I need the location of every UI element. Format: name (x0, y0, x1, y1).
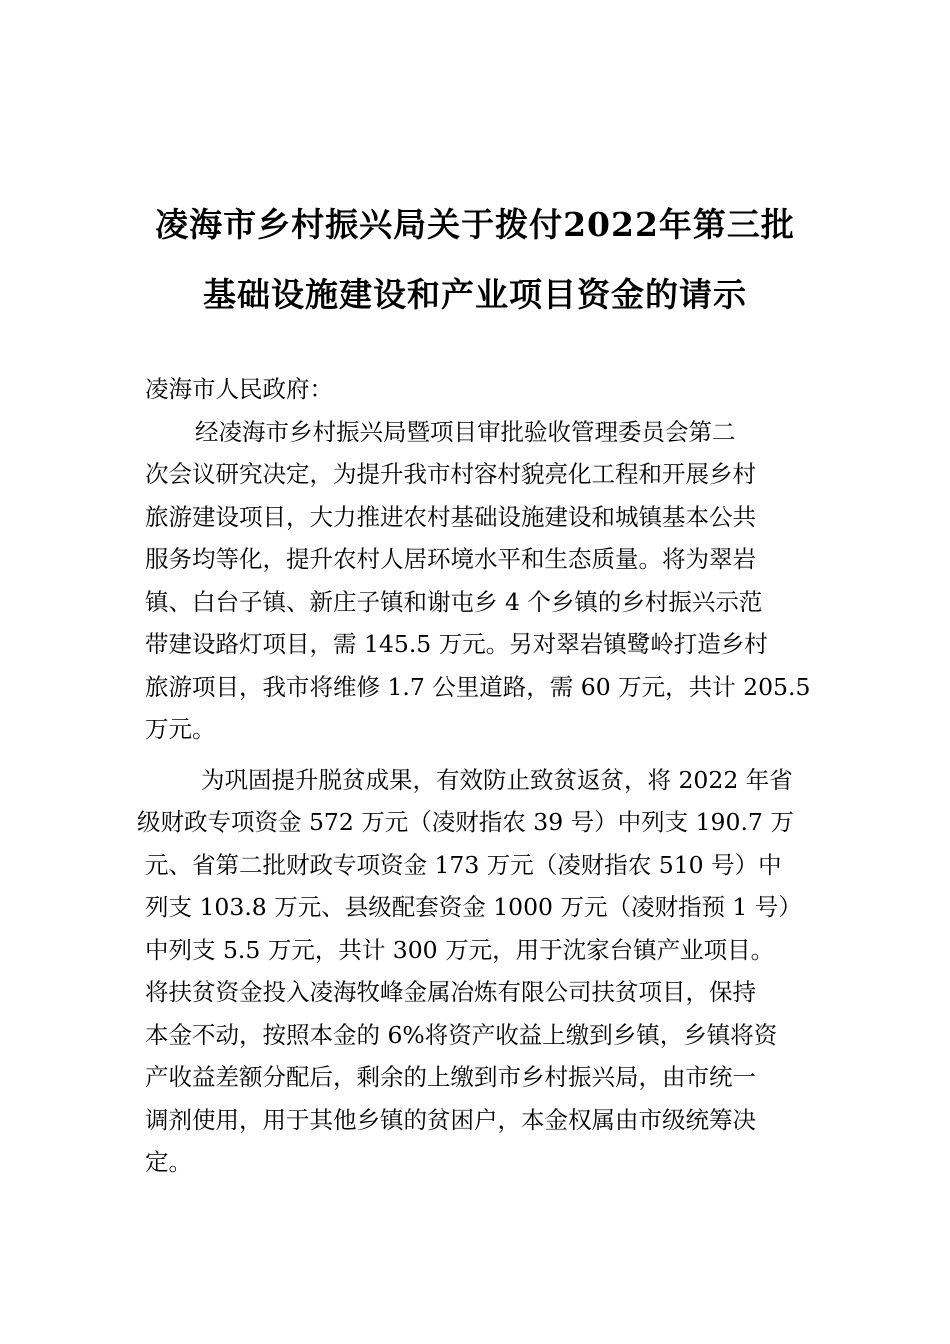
title-line-1: 凌海市乡村振兴局关于拨付2022年第三批 (155, 205, 795, 244)
paragraph-1-line: 镇、白台子镇、新庄子镇和谢屯乡 4 个乡镇的乡村振兴示范 (145, 587, 763, 616)
paragraph-2-line: 将扶贫资金投入凌海牧峰金属冶炼有限公司扶贫项目，保持 (145, 978, 756, 1006)
paragraph-1-line: 万元。 (145, 715, 216, 743)
paragraph-1-line: 服务均等化，提升农村人居环境水平和生态质量。将为翠岩 (145, 545, 756, 573)
paragraph-2-line: 调剂使用，用于其他乡镇的贫困户，本金权属由市级统筹决 (145, 1105, 756, 1134)
paragraph-2-line: 为巩固提升脱贫成果，有效防止致贫返贫，将 2022 年省 (201, 765, 793, 794)
title-line-2: 基础设施建设和产业项目资金的请示 (203, 275, 747, 314)
paragraph-2-line: 级财政专项资金 572 万元（凌财指农 39 号）中列支 190.7 万 (137, 808, 794, 836)
paragraph-2-line: 中列支 5.5 万元，共计 300 万元，用于沈家台镇产业项目。 (145, 935, 775, 964)
salutation: 凌海市人民政府： (145, 375, 333, 403)
paragraph-2-line: 产收益差额分配后，剩余的上缴到市乡村振兴局，由市统一 (145, 1063, 756, 1091)
document-body (137, 368, 811, 1184)
paragraph-2-line: 本金不动，按照本金的 6%将资产收益上缴到乡镇，乡镇将资 (145, 1020, 778, 1049)
paragraph-1-line: 经凌海市乡村振兴局暨项目审批验收管理委员会第二 (195, 417, 736, 446)
paragraph-2-line: 定。 (145, 1148, 192, 1176)
paragraph-gap (145, 751, 805, 759)
paragraph-2-line: 列支 103.8 万元、县级配套资金 1000 万元（凌财指预 1 号） (145, 893, 802, 921)
paragraph-1-line: 旅游建设项目，大力推进农村基础设施建设和城镇基本公共 (145, 502, 756, 531)
document-title (0, 190, 950, 330)
paragraph-2-line: 元、省第二批财政专项资金 173 万元（凌财指农 510 号）中 (145, 850, 782, 879)
paragraph-2 (137, 759, 805, 1184)
paragraph-1-line: 旅游项目，我市将维修 1.7 公里道路，需 60 万元，共计 205.5 (145, 672, 811, 701)
paragraph-1 (145, 411, 811, 751)
paragraph-1-line: 次会议研究决定，为提升我市村容村貌亮化工程和开展乡村 (145, 460, 756, 488)
paragraph-1-line: 带建设路灯项目，需 145.5 万元。另对翠岩镇鹭岭打造乡村 (145, 630, 768, 658)
